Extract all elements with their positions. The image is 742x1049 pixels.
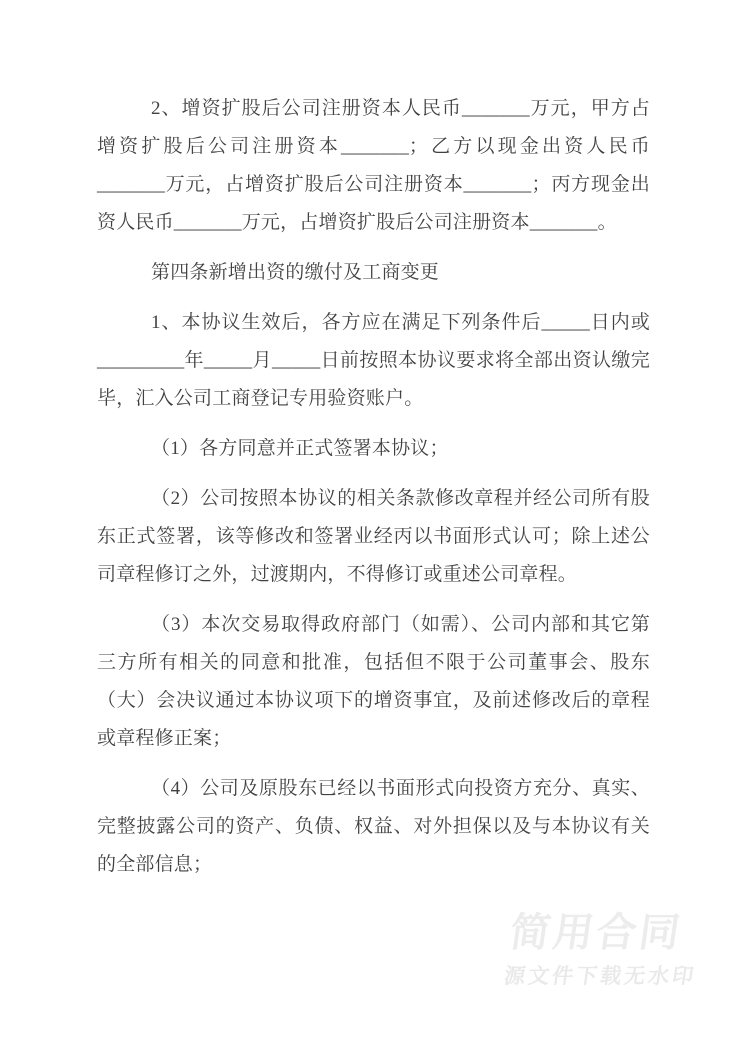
watermark xyxy=(502,910,705,989)
clause-item-1: （1）各方同意并正式签署本协议； xyxy=(151,438,449,459)
clause-item-4: （4）公司及原股东已经以书面形式向投资方充分、真实、完整披露公司的资产、负债、权益、对外担保以及与本协议有关的全部信息； xyxy=(97,778,650,875)
clause-paragraph-registered-capital: 2、增资扩股后公司注册资本人民币_______万元，甲方占增资扩股后公司注册资本_______；乙方以现金出资人民币_______万元，占增资扩股后公司注册资本_______；丙方现金出资人民币_______万元，占增资扩股后公司注册资本_______。 xyxy=(97,98,650,233)
contract-body xyxy=(97,90,650,896)
watermark-logo-text: 简用合同 xyxy=(507,911,686,955)
clause-paragraph-payment-deadline: 1、本协议生效后，各方应在满足下列条件后_____日内或_________年_____月_____日前按照本协议要求将全部出资认缴完毕，汇入公司工商登记专用验资账户。 xyxy=(97,312,650,409)
watermark-subtitle: 源文件下载无水印 xyxy=(502,965,698,988)
section-heading-article-4: 第四条新增出资的缴付及工商变更 xyxy=(151,262,440,283)
clause-item-3: （3）本次交易取得政府部门（如需）、公司内部和其它第三方所有相关的同意和批准，包括但不限于公司董事会、股东（大）会决议通过本协议项下的增资事宜，及前述修改后的章程或章程修正案； xyxy=(97,614,650,749)
clause-item-2: （2）公司按照本协议的相关条款修改章程并经公司所有股东正式签署，该等修改和签署业经丙以书面形式认可；除上述公司章程修订之外，过渡期内，不得修订或重述公司章程。 xyxy=(97,488,650,585)
